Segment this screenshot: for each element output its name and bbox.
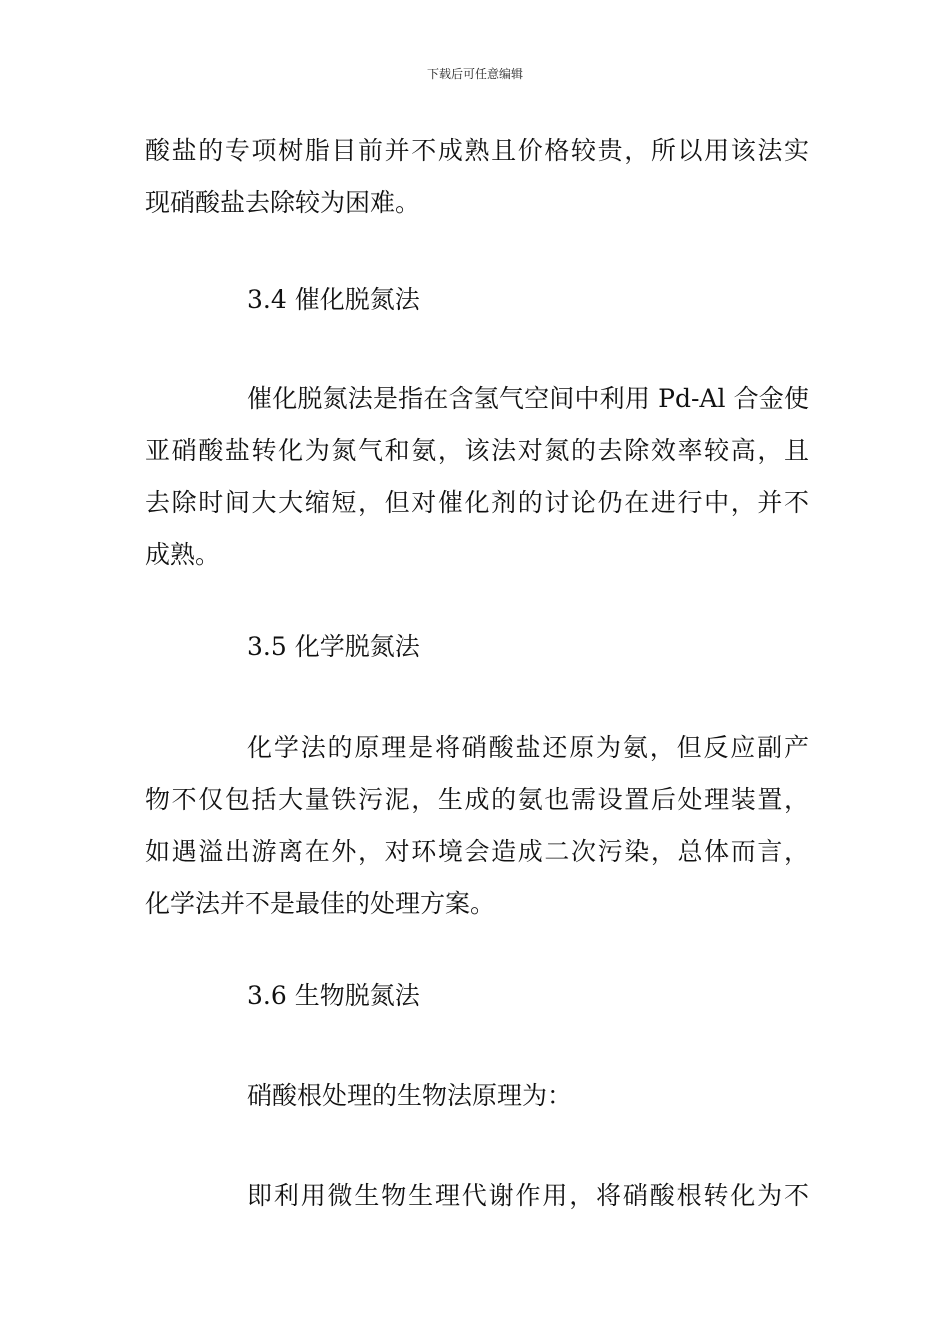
paragraph-line: 物不仅包括大量铁污泥，生成的氨也需设置后处理装置，: [145, 785, 809, 814]
section-heading-3-5: 3.5 化学脱氮法: [247, 632, 420, 661]
paragraph-catalytic: [145, 373, 809, 581]
paragraph-line: 现硝酸盐去除较为困难。: [145, 188, 421, 217]
section-heading-3-4: 3.4 催化脱氮法: [247, 285, 420, 314]
paragraph-line: 成熟。: [145, 540, 221, 569]
paragraph-line: 去除时间大大缩短，但对催化剂的讨论仍在进行中，并不: [145, 488, 809, 517]
paragraph-resin: [145, 125, 809, 229]
paragraph-line: 亚硝酸盐转化为氮气和氨，该法对氮的去除效率较高，且: [145, 436, 809, 465]
paragraph-biological-principle: 硝酸根处理的生物法原理为：: [247, 1081, 573, 1110]
paragraph-line: 化学法的原理是将硝酸盐还原为氨，但反应副产: [247, 733, 809, 762]
paragraph-line: 酸盐的专项树脂目前并不成熟且价格较贵，所以用该法实: [145, 136, 809, 165]
paragraph-biological: [145, 1170, 809, 1222]
page-header: 下载后可任意编辑: [426, 67, 523, 81]
paragraph-line: 催化脱氮法是指在含氢气空间中利用 Pd-Al 合金使: [247, 384, 809, 413]
section-heading-3-6: 3.6 生物脱氮法: [247, 981, 420, 1010]
paragraph-line: 化学法并不是最佳的处理方案。: [145, 889, 496, 918]
paragraph-line: 即利用微生物生理代谢作用，将硝酸根转化为不: [247, 1181, 809, 1210]
paragraph-chemical: [145, 722, 809, 930]
paragraph-line: 如遇溢出游离在外，对环境会造成二次污染，总体而言，: [145, 837, 809, 866]
